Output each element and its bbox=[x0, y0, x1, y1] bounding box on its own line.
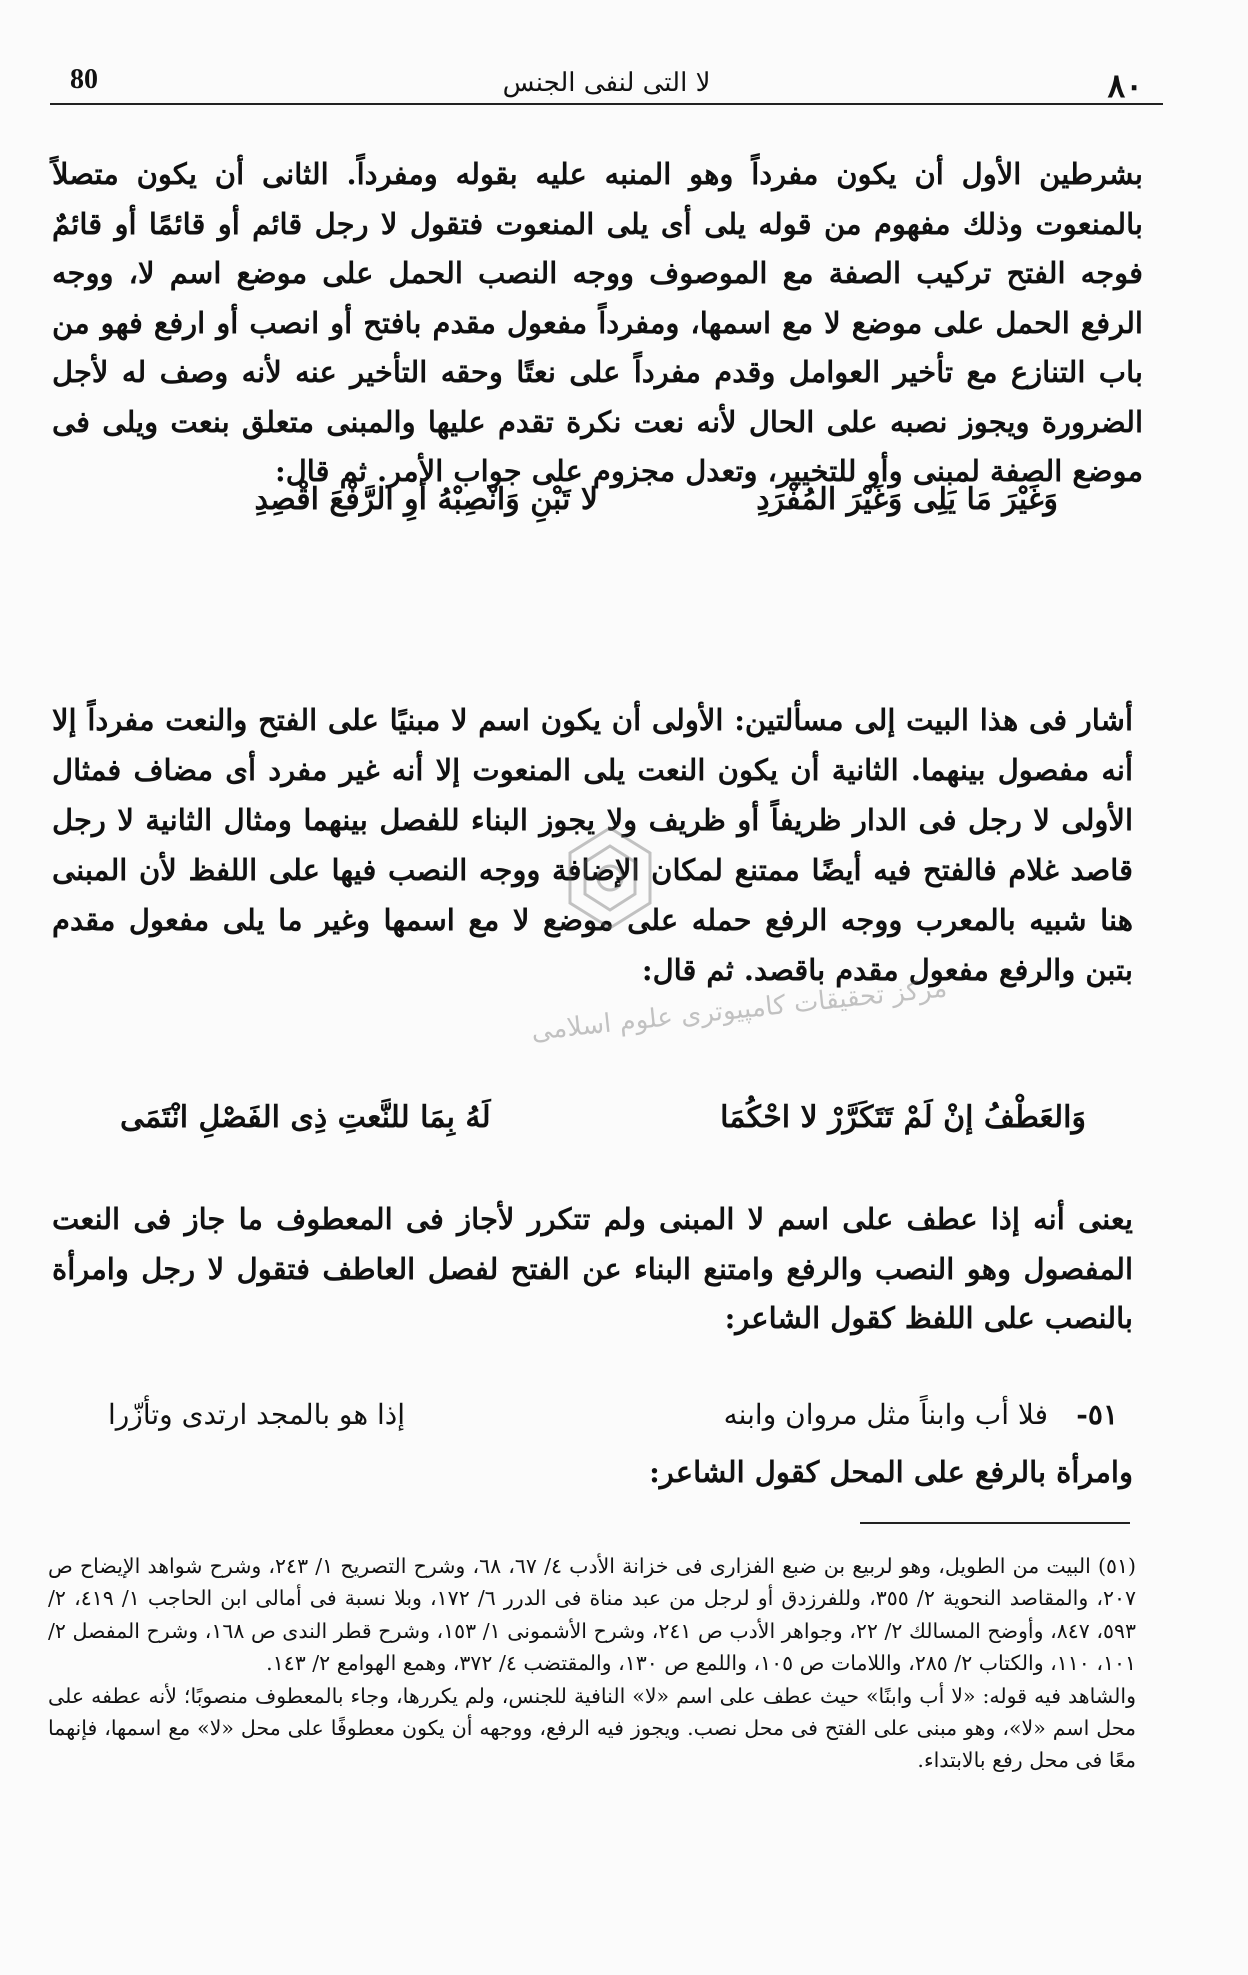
page-number-latin: 80 bbox=[70, 64, 98, 95]
verse2-first-hemistich: وَالعَطْفُ إنْ لَمْ تَتَكَرَّرْ لا احْكُمَا bbox=[720, 1100, 1086, 1135]
watermark-stamp bbox=[500, 808, 949, 1068]
paragraph-commentary-2: أشار فى هذا البيت إلى مسألتين: الأولى أن يكون اسم لا مبنيًا على الفتح والنعت مفرداً إلا أنه مفصول بينهما. الثانية أن يكون النعت يلى المنعوت إلا أنه غير مفرد أى مضاف فمثال الأولى لا رجل فى الدار ظريفاً أو ظريف ولا يجوز البناء للفصل بينهما ومثال الثانية لا رجل قاصد غلام فالفتح فيه أيضًا ممتنع لمكان الإضافة ووجه النصب فيها على اللفظ لأن المبنى هنا شبيه بالمعرب ووجه الرفع حمله على موضع لا مع اسمها وغير ما يلى مفعول مقدم بتبن والرفع مفعول مقدم باقصد. ثم قال: bbox=[52, 703, 1133, 987]
page-number-arabic: ٨٠ bbox=[1107, 66, 1143, 105]
poem51-first-hemistich: فلا أب وابناً مثل مروان وابنه bbox=[723, 1398, 1048, 1431]
header-rule bbox=[50, 103, 1163, 105]
paragraph-commentary-4: وامرأة بالرفع على المحل كقول الشاعر: bbox=[649, 1455, 1133, 1489]
watermark-text: مركز تحقيقات كامپيوترى علوم اسلامى bbox=[529, 973, 949, 1047]
footnote-rule bbox=[860, 1522, 1130, 1524]
page-header bbox=[70, 58, 1143, 104]
footnote-51-sources: (٥١) البيت من الطويل، وهو لربيع بن ضبع الفزارى فى خزانة الأدب ٤/ ٦٧، ٦٨، وشرح التصريح ١/ ٢٤٣، وشرح شواهد الإيضاح ص ٢٠٧، والمقاصد النحوية ٢/ ٣٥٥، وللفرزدق أو لرجل من عبد مناة فى الدرر ٦/ ١٧٢، وبلا نسبة فى أمالى ابن الحاجب ١/ ٤١٩، ٢/ ٥٩٣، ٨٤٧، وأوضح المسالك ٢/ ٢٢، وجواهر الأدب ص ٢٤١، وشرح الأشمونى ١/ ١٥٣، وشرح قطر الندى ص ١٦٨، وشرح المفصل ٢/ ١٠١، ١١٠، والكتاب ٢/ ٢٨٥، واللامات ص ١٠٥، واللمع ص ١٣٠، والمقتضب ٤/ ٣٧٢، وهمع الهوامع ٢/ ١٤٣. bbox=[48, 1554, 1137, 1676]
paragraph-commentary-3: يعنى أنه إذا عطف على اسم لا المبنى ولم تتكرر لأجاز فى المعطوف ما جاز فى النعت المفصول وهو النصب والرفع وامتنع البناء عن الفتح لفصل العاطف فتقول لا رجل وامرأة بالنصب على اللفظ كقول الشاعر: bbox=[52, 1202, 1133, 1335]
poem-number: ٥١- bbox=[1076, 1398, 1118, 1431]
poem51-second-hemistich: إذا هو بالمجد ارتدى وتأزّرا bbox=[108, 1398, 406, 1431]
chapter-title: لا التى لنفى الجنس bbox=[502, 68, 711, 98]
paragraph-commentary-1: بشرطين الأول أن يكون مفرداً وهو المنبه عليه بقوله ومفرداً. الثانى أن يكون متصلاً بالمنعوت وذلك مفهوم من قوله يلى أى يلى المنعوت فتقول لا رجل قائم أو قائمًا أو قائمٌ فوجه الفتح تركيب الصفة مع الموصوف ووجه النصب الحمل على موضع اسم لا، ووجه الرفع الحمل على موضع لا مع اسمها، ومفرداً مفعول مقدم بافتح أو انصب أو ارفع فهو من باب التنازع مع تأخير العوامل وقدم مفرداً على نعتًا وحقه التأخير عنه لأنه وصف له لأجل الضرورة ويجوز نصبه على الحال لأنه نعت نكرة تقدم عليها والمبنى متعلق بنعت ويلى فى موضع الصفة لمبنى وأو للتخيير، وتعدل مجزوم على جواب الأمر. ثم قال: bbox=[52, 157, 1143, 488]
footnote-51-evidence: والشاهد فيه قوله: «لا أب وابنًا» حيث عطف على اسم «لا» النافية للجنس، ولم يكررها، وجاء بالمعطوف منصوبًا؛ لأنه عطفه على محل اسم «لا»، وهو مبنى على الفتح فى محل نصب. ويجوز فيه الرفع، ووجهه أن يكون معطوفًا على محل «لا» مع اسمها، فإنهما معًا فى محل رفع بالابتداء. bbox=[48, 1683, 1136, 1773]
footnotes bbox=[48, 1550, 1136, 1777]
verse2-second-hemistich: لَهُ بِمَا للنَّعتِ ذِى الفَصْلِ انْتَمَى bbox=[120, 1100, 491, 1135]
verse1-second-hemistich: لا تَبْنِ وَانْصِبْهُ أوِ الرَّفْعَ اقْصِدِ bbox=[254, 482, 598, 517]
verse1-first-hemistich: وَغَيْرَ مَا يَلِى وَغَيْرَ المُفْرَدِ bbox=[756, 482, 1058, 517]
